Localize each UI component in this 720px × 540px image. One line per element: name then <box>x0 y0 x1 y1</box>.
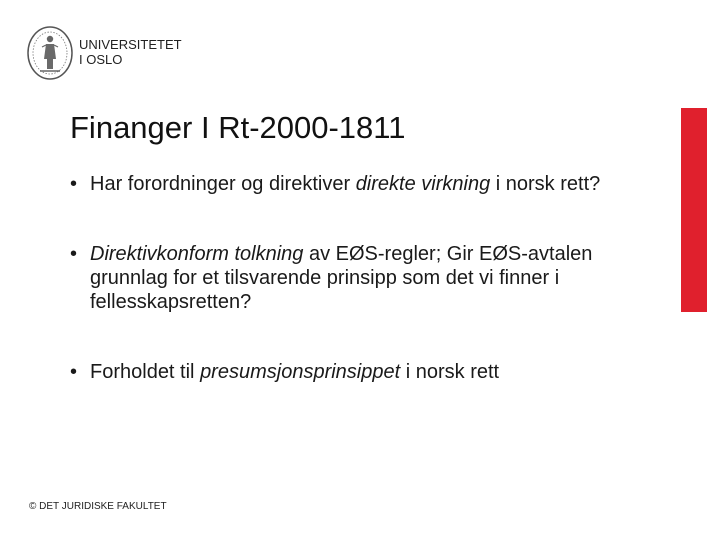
accent-bar <box>681 108 707 312</box>
university-name-line1: UNIVERSITETET <box>79 37 182 52</box>
footer-copyright: © DET JURIDISKE FAKULTET <box>29 501 167 512</box>
bullet-text-part: i norsk rett <box>400 361 500 383</box>
bullet-item <box>70 172 630 196</box>
bullet-text <box>90 361 499 383</box>
bullet-dot-icon: • <box>70 361 78 383</box>
bullet-text-part: Forholdet til <box>90 361 201 383</box>
bullet-text-part: av EØS-regler; Gir EØS-avtalen grunnlag for et tilsvarende prinsipp som det vi finner i fellesskapsretten? <box>90 243 593 313</box>
bullet-text <box>90 243 592 313</box>
bullet-text-emphasis: presumsjonsprinsippet <box>200 361 401 383</box>
bullet-list <box>70 172 630 384</box>
bullet-item <box>70 242 630 314</box>
bullet-dot-icon: • <box>70 243 78 265</box>
bullet-text <box>90 173 600 195</box>
bullet-dot-icon: • <box>70 173 78 195</box>
bullet-text-emphasis: Direktivkonform tolkning <box>90 243 304 265</box>
bullet-text-part: i norsk rett? <box>490 173 601 195</box>
bullet-item <box>70 360 630 384</box>
slide-title: Finanger I Rt-2000-1811 <box>70 110 406 145</box>
university-name <box>79 37 182 67</box>
bullet-text-emphasis: direkte virkning <box>355 173 491 195</box>
university-seal-icon <box>26 25 74 81</box>
bullet-text-part: Har forordninger og direktiver <box>90 173 356 195</box>
university-name-line2: I OSLO <box>79 52 123 67</box>
